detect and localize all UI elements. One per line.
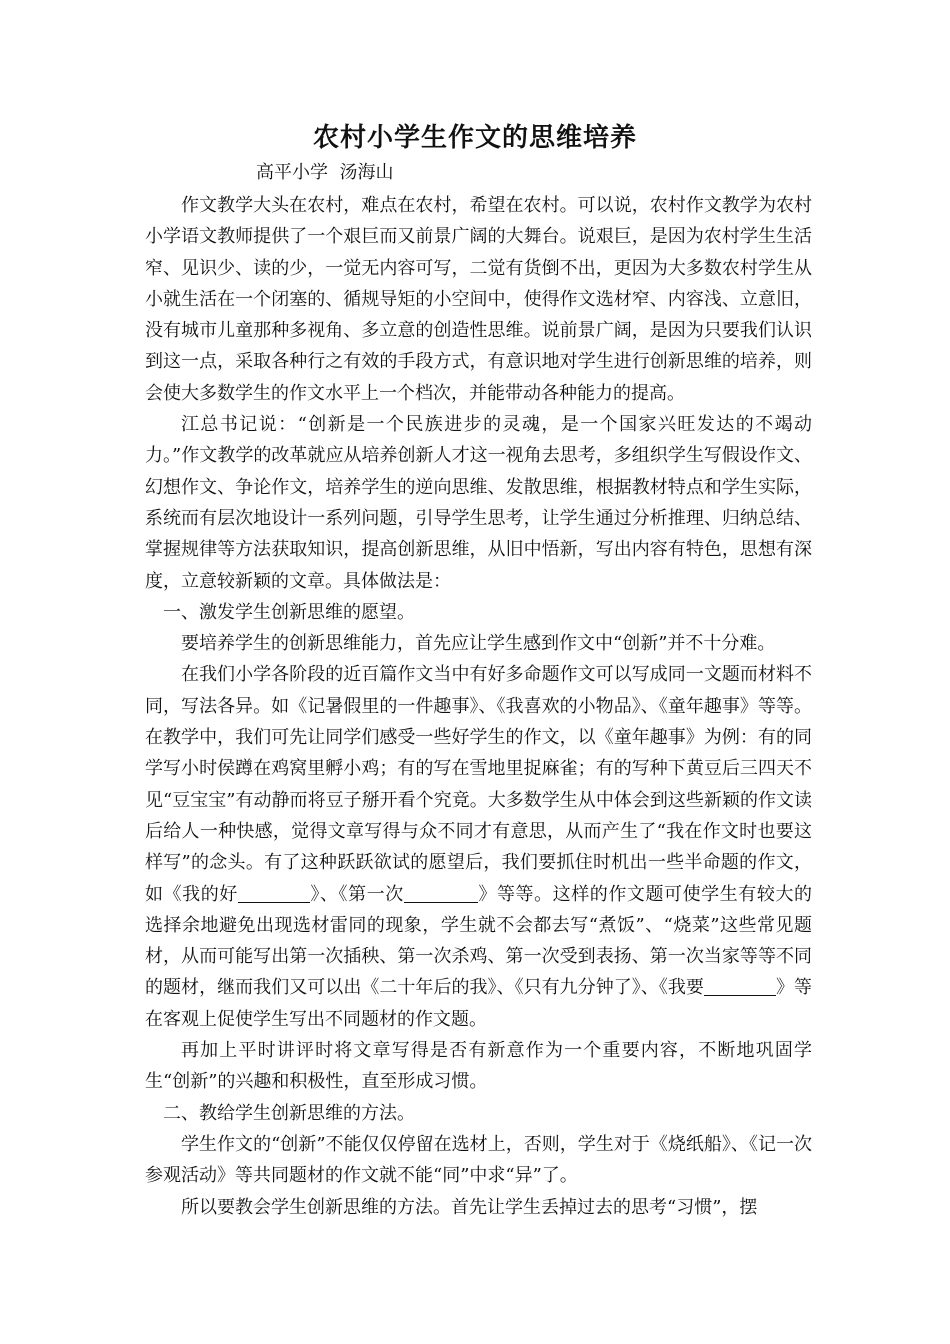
paragraph-intro: 作文教学大头在农村，难点在农村，希望在农村。可以说，农村作文教学为农村小学语文教师提供了一个艰巨而又前景广阔的大舞台。说艰巨，是因为农村学生生活窄、见识少、读的少，一觉无内容可写，二觉有货倒不出，更因为大多数农村学生从小就生活在一个闭塞的、循规导矩的小空间中，使得作文选材窄、内容浅、立意旧，没有城市儿童那种多视角、多立意的创造性思维。说前景广阔，是因为只要我们认识到这一点，采取各种行之有效的手段方式，有意识地对学生进行创新思维的培养，则会使大多数学生的作文水平上一个档次，并能带动各种能力的提高。 <box>145 195 812 404</box>
paragraph-text-segment: 》等等。这样的作文题可使学生有较大的选择余地避免出现选材雷同的现象，学生就不会都去写“煮饭”、“烧菜”这些常见题材，从而可能写出第一次插秧、第一次杀鸡、第一次受到表扬、第一次当家等等不同的题材，继而我们又可以出《二十年后的我》、《只有九分钟了》、《我要 <box>145 883 813 999</box>
paragraph-text-segment: 在我们小学各阶段的近百篇作文当中有好多命题作文可以写成同一文题而材料不同，写法各异。如《记暑假里的一件趣事》、《我喜欢的小物品》、《童年趣事》等等。在教学中，我们可先让同学们感受一些好学生的作文，以《童年趣事》为例：有的同学写小时侯蹲在鸡窝里孵小鸡；有的写在雪地里捉麻雀；有的写种下黄豆后三四天不见“豆宝宝”有动静而将豆子掰开看个究竟。大多数学生从中体会到这些新颖的作文读后给人一种快感，觉得文章写得与众不同才有意思，从而产生了“我在作文时也要这样写”的念头。有了这种跃跃欲试的愿望后，我们要抓住时机出一些半命题的作文，如《我的好 <box>145 664 812 905</box>
paragraph-section2-method: 所以要教会学生创新思维的方法。首先让学生丢掉过去的思考“习惯”，摆 <box>181 1196 758 1218</box>
author-line: 高平小学 汤海山 <box>256 162 394 183</box>
paragraph-section1-lead: 要培养学生的创新思维能力，首先应让学生感到作文中“创新”并不十分难。 <box>181 633 776 655</box>
paragraph-section2-lead: 学生作文的“创新”不能仅仅停留在选材上，否则，学生对于《烧纸船》、《记一次参观活动》等共同题材的作文就不能“同”中求“异”了。 <box>145 1133 812 1187</box>
document-title: 农村小学生作文的思维培养 <box>312 123 637 153</box>
paragraph-text-segment: 》等在客观上促使学生写出不同题材的作文题。 <box>145 977 813 1030</box>
paragraph-quote: 江总书记说：“创新是一个民族进步的灵魂，是一个国家兴旺发达的不竭动力。”作文教学的改革就应从培养创新人才这一视角去思考，多组织学生写假设作文、幻想作文、争论作文，培养学生的逆向思维、发散思维，根据教材特点和学生实际，系统而有层次地设计一系列问题，引导学生思考，让学生通过分析推理、归纳总结、掌握规律等方法获取知识，提高创新思维，从旧中悟新，写出内容有特色，思想有深度，立意较新颖的文章。具体做法是： <box>145 414 812 592</box>
paragraph-examples <box>145 659 812 1035</box>
fill-in-blank-line <box>238 884 310 903</box>
fill-in-blank-line <box>404 884 478 903</box>
paragraph-review: 再加上平时讲评时将文章写得是否有新意作为一个重要内容，不断地巩固学生“创新”的兴趣和积极性，直至形成习惯。 <box>145 1040 812 1093</box>
fill-in-blank-line <box>704 977 776 996</box>
section-heading-2: 二、教给学生创新思维的方法。 <box>163 1102 415 1124</box>
document-body <box>145 190 812 1223</box>
section-heading-1: 一、激发学生创新思维的愿望。 <box>163 601 415 623</box>
paragraph-text-segment: 》、《第一次 <box>309 883 404 905</box>
